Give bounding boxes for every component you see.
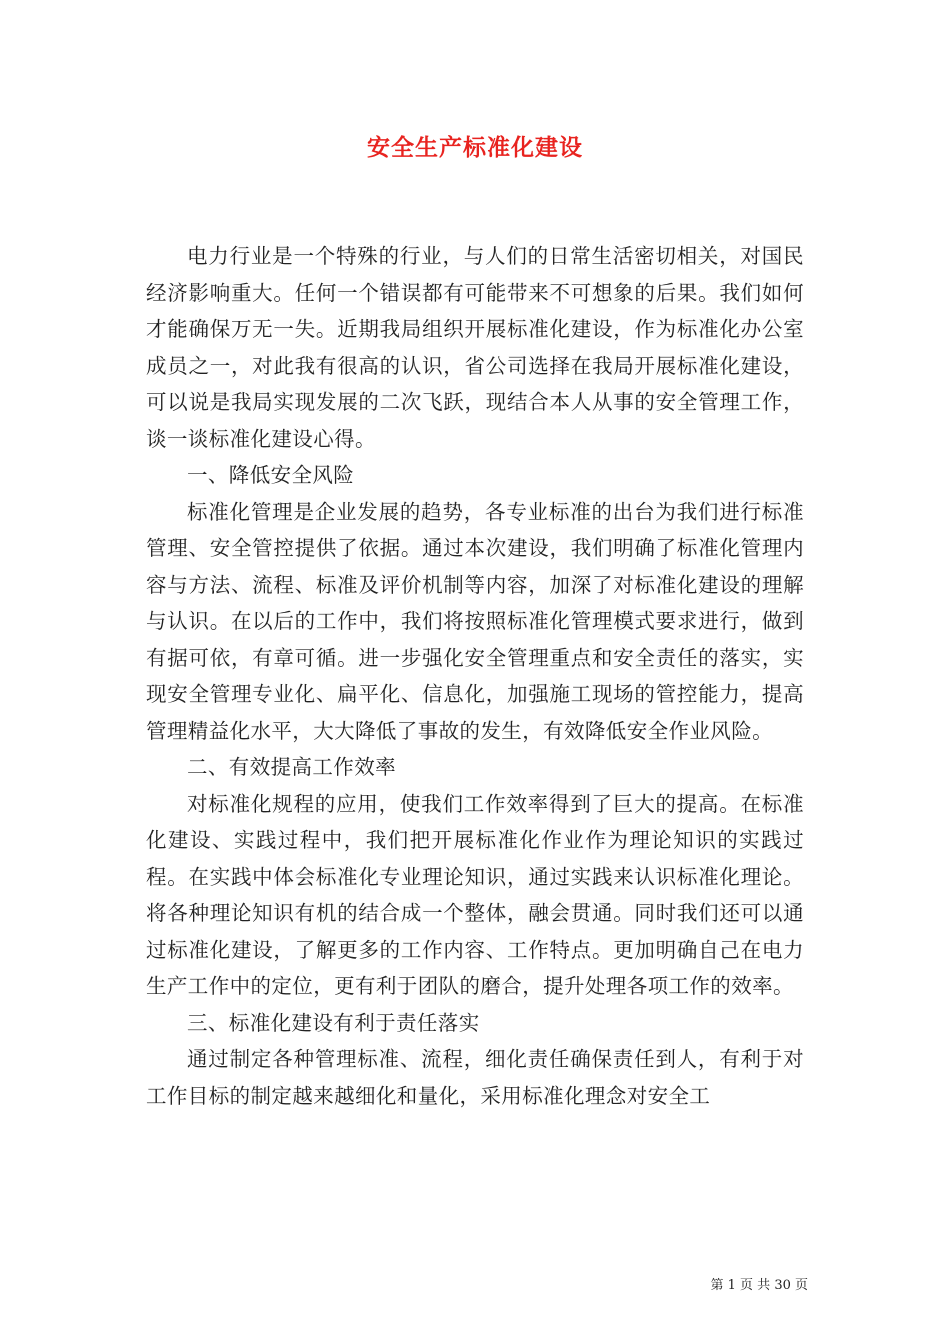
section-paragraph-1: 标准化管理是企业发展的趋势，各专业标准的出台为我们进行标准管理、安全管控提供了依据。通过本次建设，我们明确了标准化管理内容与方法、流程、标准及评价机制等内容，加深了对标准化建设的理解与认识。在以后的工作中，我们将按照标准化管理模式要求进行，做到有据可依，有章可循。进一步强化安全管理重点和安全责任的落实，实现安全管理专业化、扁平化、信息化，加强施工现场的管控能力，提高管理精益化水平，大大降低了事故的发生，有效降低安全作业风险。	[146, 499, 804, 743]
section-heading-1: 一、降低安全风险	[187, 463, 355, 487]
document-title: 安全生产标准化建设	[367, 134, 583, 161]
section-paragraph-3: 通过制定各种管理标准、流程，细化责任确保责任到人，有利于对工作目标的制定越来越细化和量化，采用标准化理念对安全工	[146, 1047, 804, 1108]
page-number: 第 1 页 共 30 页	[710, 1278, 808, 1293]
section-heading-2: 二、有效提高工作效率	[187, 755, 396, 779]
section-paragraph-2: 对标准化规程的应用，使我们工作效率得到了巨大的提高。在标准化建设、实践过程中，我们把开展标准化作业作为理论知识的实践过程。在实践中体会标准化专业理论知识，通过实践来认识标准化理论。将各种理论知识有机的结合成一个整体，融会贯通。同时我们还可以通过标准化建设，了解更多的工作内容、工作特点。更加明确自己在电力生产工作中的定位，更有利于团队的磨合，提升处理各项工作的效率。	[146, 791, 804, 998]
document-body	[146, 238, 804, 1114]
intro-paragraph: 电力行业是一个特殊的行业，与人们的日常生活密切相关，对国民经济影响重大。任何一个错误都有可能带来不可想象的后果。我们如何才能确保万无一失。近期我局组织开展标准化建设，作为标准化办公室成员之一，对此我有很高的认识，省公司选择在我局开展标准化建设，可以说是我局实现发展的二次飞跃，现结合本人从事的安全管理工作，谈一谈标准化建设心得。	[146, 244, 804, 451]
section-heading-3: 三、标准化建设有利于责任落实	[187, 1010, 480, 1035]
